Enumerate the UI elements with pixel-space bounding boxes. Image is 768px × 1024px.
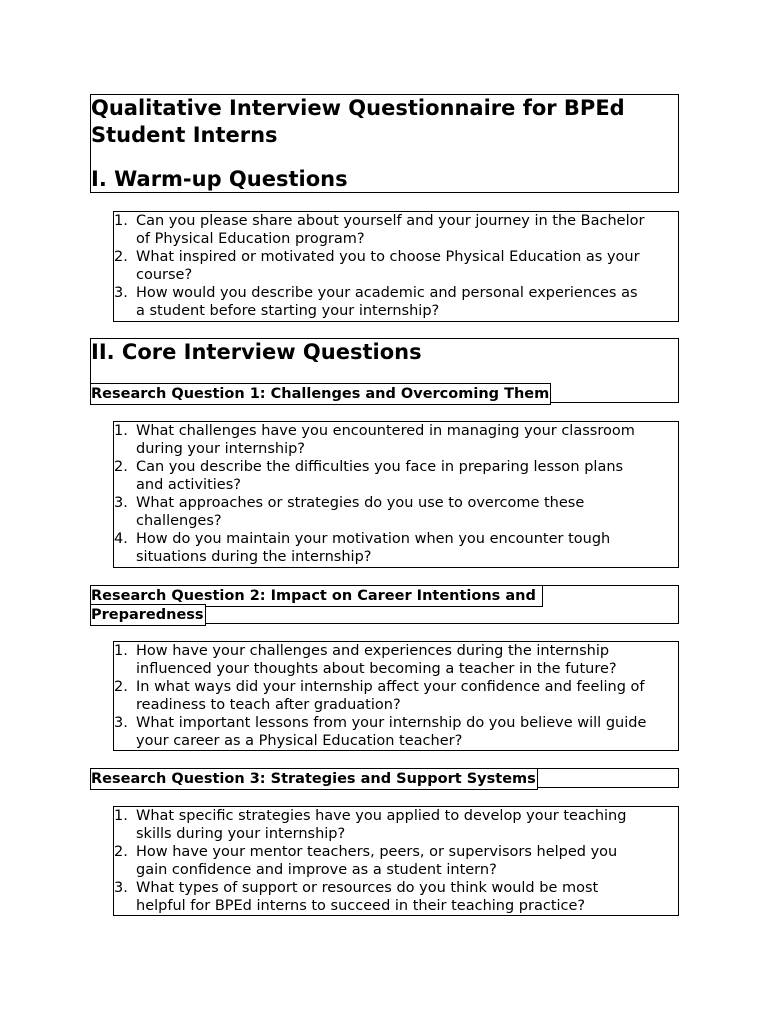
rq3-question-list: [114, 807, 626, 915]
warmup-question-list: [114, 212, 644, 320]
list-item: [114, 422, 635, 458]
question-text-line: In what ways did your internship affect your confidence and feeling of: [136, 679, 645, 695]
question-text-line: readiness to teach after graduation?: [136, 697, 401, 713]
section-heading-warmup: I. Warm-up Questions: [91, 167, 348, 191]
research-question-2-label-line-2: Preparedness: [90, 604, 206, 626]
question-text-line: helpful for BPEd interns to succeed in their teaching practice?: [136, 898, 586, 914]
question-number: 3.: [114, 715, 128, 731]
list-item: [114, 458, 635, 494]
question-text-line: a student before starting your internship?: [136, 303, 440, 319]
rq2-question-list: [114, 642, 646, 750]
question-text-line: What inspired or motivated you to choose Physical Education as your: [136, 249, 640, 265]
list-item: [114, 879, 626, 915]
research-question-1-label: Research Question 1: Challenges and Overcoming Them: [90, 383, 551, 405]
section-heading-core: II. Core Interview Questions: [91, 340, 422, 364]
warmup-questions-box: [113, 211, 679, 322]
question-text-line: How have your mentor teachers, peers, or supervisors helped you: [136, 844, 618, 860]
question-number: 3.: [114, 495, 128, 511]
question-number: 1.: [114, 808, 128, 824]
question-text-line: gain confidence and improve as a student intern?: [136, 862, 497, 878]
list-item: [114, 212, 644, 248]
list-item: [114, 248, 644, 284]
question-text-line: of Physical Education program?: [136, 231, 365, 247]
question-text-line: during your internship?: [136, 441, 305, 457]
question-number: 1.: [114, 213, 128, 229]
research-question-2-label-line-1: Research Question 2: Impact on Career Intentions and: [90, 585, 543, 607]
question-number: 2.: [114, 249, 128, 265]
rq2-label-box: [90, 585, 679, 624]
question-text-line: influenced your thoughts about becoming a teacher in the future?: [136, 661, 617, 677]
page-title: [91, 95, 625, 149]
page-title-line-1: Qualitative Interview Questionnaire for BPEd: [91, 96, 625, 120]
page-title-line-2: Student Interns: [91, 123, 278, 147]
question-text-line: course?: [136, 267, 193, 283]
question-number: 2.: [114, 459, 128, 475]
list-item: [114, 642, 646, 678]
question-number: 4.: [114, 531, 128, 547]
question-text-line: and activities?: [136, 477, 241, 493]
question-number: 1.: [114, 423, 128, 439]
question-text-line: Can you please share about yourself and your journey in the Bachelor: [136, 213, 645, 229]
question-text-line: Can you describe the difficulties you face in preparing lesson plans: [136, 459, 624, 475]
question-text-line: What important lessons from your internship do you believe will guide: [136, 715, 647, 731]
question-text-line: What challenges have you encountered in managing your classroom: [136, 423, 635, 439]
question-text-line: What approaches or strategies do you use to overcome these: [136, 495, 585, 511]
question-text-line: What types of support or resources do you think would be most: [136, 880, 599, 896]
question-text-line: What specific strategies have you applied to develop your teaching: [136, 808, 627, 824]
question-text-line: How would you describe your academic and personal experiences as: [136, 285, 638, 301]
list-item: [114, 714, 646, 750]
list-item: [114, 494, 635, 530]
rq3-questions-box: [113, 806, 679, 916]
list-item: [114, 678, 646, 714]
list-item: [114, 843, 626, 879]
rq3-label-box: [90, 768, 679, 788]
rq1-questions-box: [113, 421, 679, 568]
question-text-line: your career as a Physical Education teacher?: [136, 733, 463, 749]
question-text-line: How do you maintain your motivation when you encounter tough: [136, 531, 611, 547]
question-number: 3.: [114, 285, 128, 301]
rq1-question-list: [114, 422, 635, 566]
title-box: [90, 94, 679, 193]
research-question-3-label: Research Question 3: Strategies and Support Systems: [90, 768, 538, 790]
question-text-line: challenges?: [136, 513, 222, 529]
rq2-questions-box: [113, 641, 679, 751]
question-number: 1.: [114, 643, 128, 659]
list-item: [114, 530, 635, 566]
list-item: [114, 807, 626, 843]
question-number: 3.: [114, 880, 128, 896]
question-text-line: How have your challenges and experiences during the internship: [136, 643, 610, 659]
question-number: 2.: [114, 679, 128, 695]
core-questions-heading-box: [90, 338, 679, 403]
question-number: 2.: [114, 844, 128, 860]
question-text-line: situations during the internship?: [136, 549, 372, 565]
question-text-line: skills during your internship?: [136, 826, 346, 842]
list-item: [114, 284, 644, 320]
